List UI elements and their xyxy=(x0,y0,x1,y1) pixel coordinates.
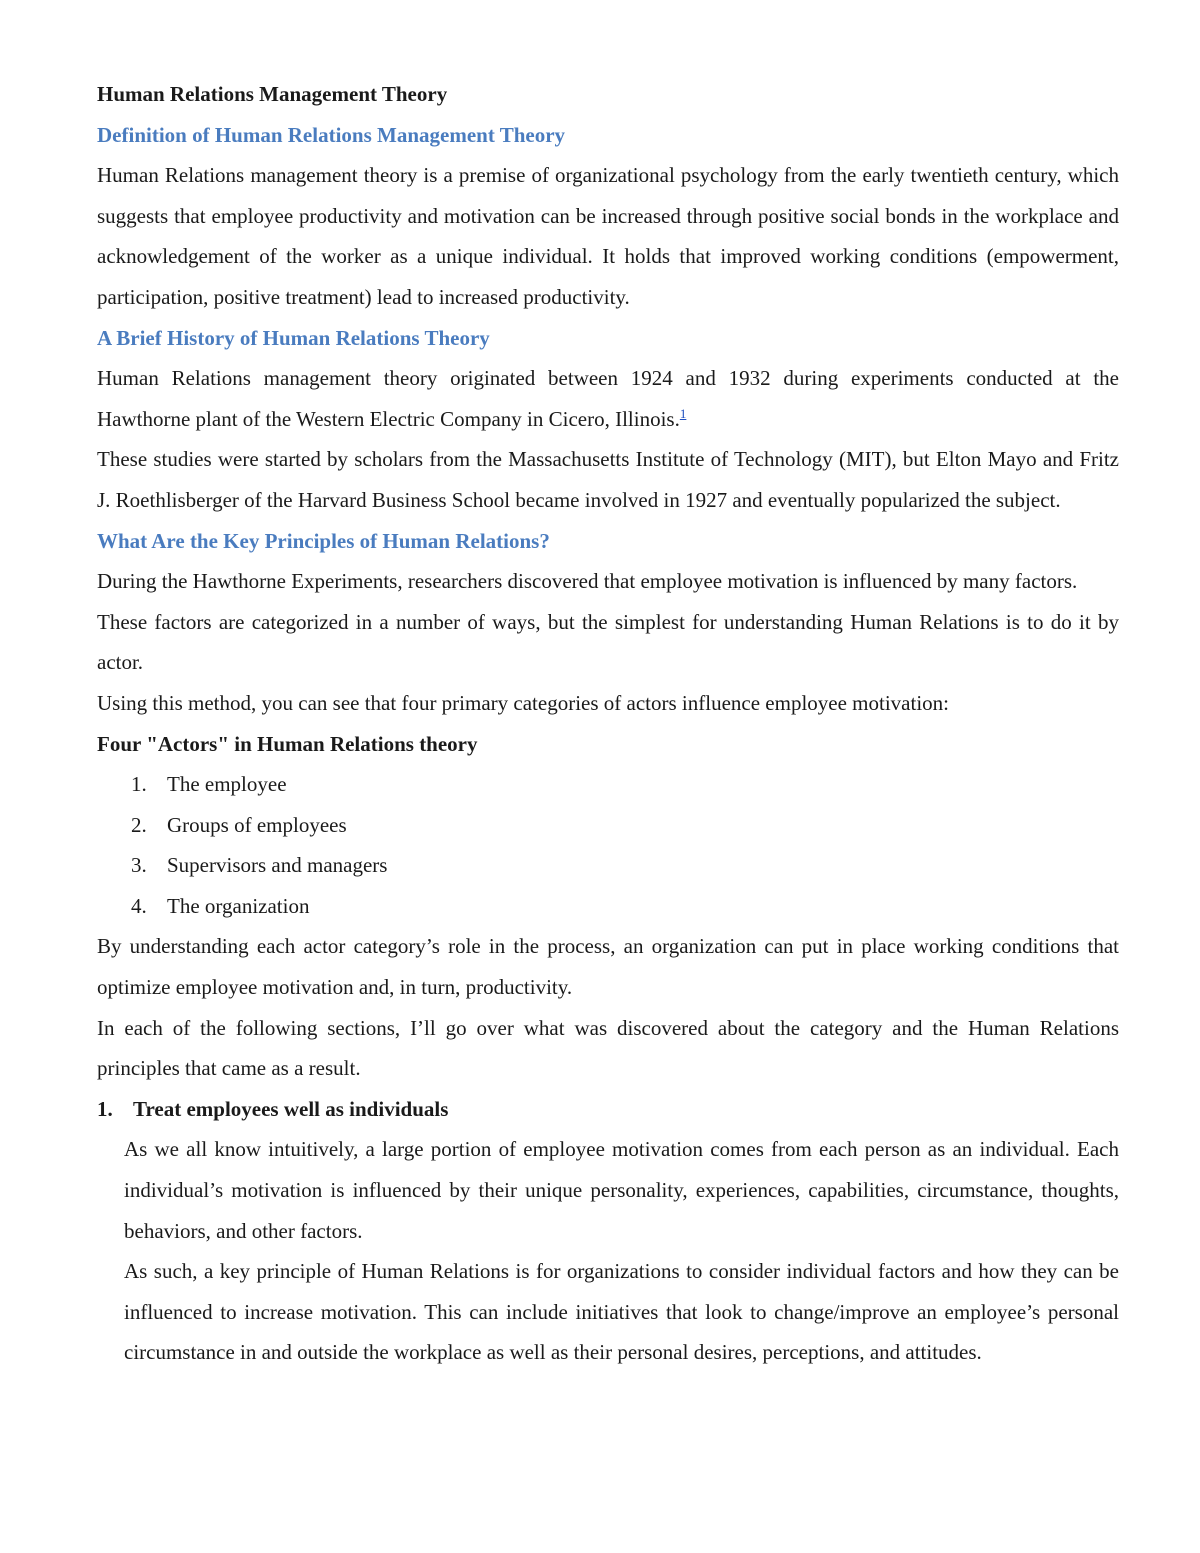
history-heading: A Brief History of Human Relations Theory xyxy=(97,325,490,350)
actors-list xyxy=(97,764,1119,926)
list-item-label: Supervisors and managers xyxy=(167,853,388,878)
definition-heading: Definition of Human Relations Management Theory xyxy=(97,122,566,147)
principles-paragraph-4: By understanding each actor category’s role in the process, an organization can put in place working conditions that optimize employee motivation and, in turn, productivity. xyxy=(97,934,1119,1000)
treat-heading-number: 1. xyxy=(97,1096,113,1121)
treat-heading xyxy=(97,1089,1119,1130)
list-item-number: 2. xyxy=(131,812,147,837)
principles-paragraph-2: These factors are categorized in a number of ways, but the simplest for understanding Human Relations is to do it by actor. xyxy=(97,609,1119,675)
list-item xyxy=(97,764,1119,805)
principles-paragraph-1: During the Hawthorne Experiments, researchers discovered that employee motivation is influenced by many factors. xyxy=(97,569,1078,594)
history-paragraph-2: These studies were started by scholars from the Massachusetts Institute of Technology (MIT), but Elton Mayo and Fritz J. Roethlisberger of the Harvard Business School became involved in 1927 and eventually popularized the subject. xyxy=(97,447,1119,512)
footnote-link[interactable]: 1 xyxy=(679,405,687,421)
list-item xyxy=(97,886,1119,927)
document-page xyxy=(97,74,1119,1373)
list-item-number: 4. xyxy=(131,893,147,918)
treat-heading-text: Treat employees well as individuals xyxy=(133,1096,449,1121)
list-item-label: The employee xyxy=(167,772,287,797)
list-item-label: The organization xyxy=(167,893,310,918)
document-title: Human Relations Management Theory xyxy=(97,82,448,106)
list-item-label: Groups of employees xyxy=(167,812,347,837)
principles-paragraph-5: In each of the following sections, I’ll go over what was discovered about the category and the Human Relations principles that came as a result. xyxy=(97,1015,1119,1081)
list-item xyxy=(97,845,1119,886)
principles-heading: What Are the Key Principles of Human Relations? xyxy=(97,528,550,553)
treat-paragraph-1: As we all know intuitively, a large portion of employee motivation comes from each person as an individual. Each individual’s motivation is influenced by their unique personality, experiences, capabilities, circumstance, thoughts, behaviors, and other factors. xyxy=(124,1137,1119,1243)
actors-subheading: Four "Actors" in Human Relations theory xyxy=(97,731,478,756)
list-item-number: 3. xyxy=(131,853,147,878)
list-item xyxy=(97,805,1119,846)
list-item-number: 1. xyxy=(131,772,147,797)
principles-paragraph-3: Using this method, you can see that four primary categories of actors influence employee motivation: xyxy=(97,690,949,715)
definition-paragraph: Human Relations management theory is a premise of organizational psychology from the early twentieth century, which suggests that employee productivity and motivation can be increased through positive social bonds in the workplace and acknowledgement of the worker as a unique individual. It holds that improved working conditions (empowerment, participation, positive treatment) lead to increased productivity. xyxy=(97,163,1119,309)
history-paragraph-1-text: Human Relations management theory originated between 1924 and 1932 during experiments conducted at the Hawthorne plant of the Western Electric Company in Cicero, Illinois. xyxy=(97,366,1119,431)
history-paragraph-1 xyxy=(97,358,1119,439)
treat-paragraph-2: As such, a key principle of Human Relations is for organizations to consider individual factors and how they can be influenced to increase motivation. This can include initiatives that look to change/improve an employee’s personal circumstance in and outside the workplace as well as their personal desires, perceptions, and attitudes. xyxy=(124,1259,1119,1365)
